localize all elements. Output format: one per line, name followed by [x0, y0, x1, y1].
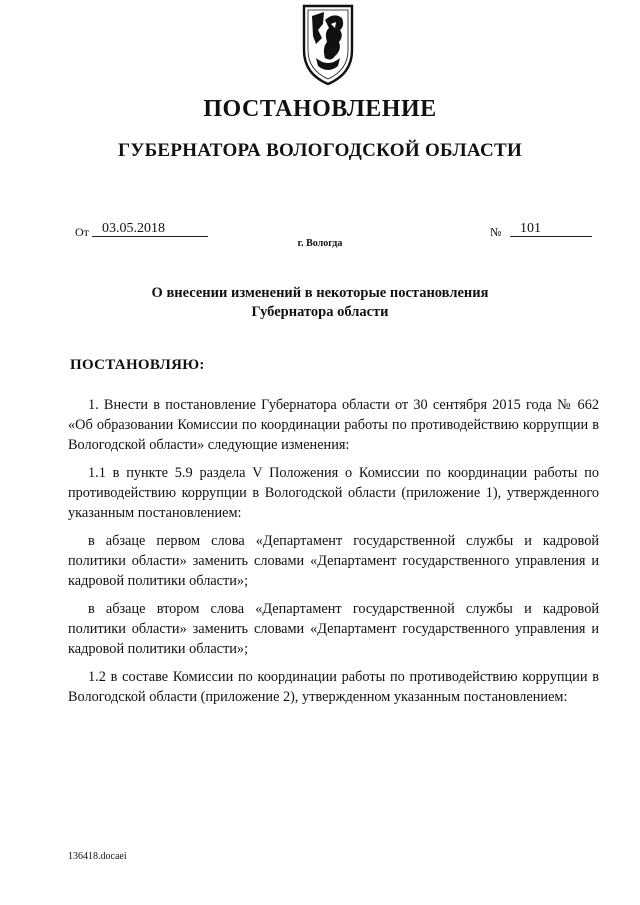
- document-subject: [0, 284, 640, 322]
- date-field: 03.05.2018: [92, 220, 208, 237]
- body-paragraph: в абзаце первом слова «Департамент государственной службы и кадровой политики области» заменить словами «Департамент государственного управления и кадровой политики области»;: [68, 533, 599, 589]
- body-paragraph: 1.2 в составе Комиссии по координации работы по противодействию коррупции в Вологодской области (приложение 2), утвержденном указанным постановлением:: [68, 669, 599, 705]
- document-issuer: ГУБЕРНАТОРА ВОЛОГОДСКОЙ ОБЛАСТИ: [117, 140, 523, 161]
- date-label: От: [75, 225, 89, 239]
- number-field: 101: [510, 220, 592, 237]
- document-body: [68, 395, 599, 715]
- city-label: г. Вологда: [297, 238, 343, 249]
- subject-line: Губернатора области: [251, 304, 389, 320]
- coat-of-arms-icon: [298, 0, 358, 88]
- document-title: ПОСТАНОВЛЕНИЕ: [203, 96, 437, 122]
- body-paragraph: 1.1 в пункте 5.9 раздела V Положения о Комиссии по координации работы по противодействию коррупции в Вологодской области (приложение 1), утвержденного указанным постановлением:: [68, 465, 599, 521]
- number-label: №: [490, 225, 502, 239]
- subject-line: О внесении изменений в некоторые постановления: [151, 285, 489, 301]
- body-paragraph: 1. Внести в постановление Губернатора области от 30 сентября 2015 года № 662 «Об образовании Комиссии по координации работы по противодействию коррупции в Вологодской области» следующие изменения:: [68, 397, 599, 453]
- body-paragraph: в абзаце втором слова «Департамент государственной службы и кадровой политики области» заменить словами «Департамент государственного управления и кадровой политики области»;: [68, 601, 599, 657]
- decree-heading: ПОСТАНОВЛЯЮ:: [70, 357, 205, 373]
- file-code: 136418.docaei: [68, 851, 127, 862]
